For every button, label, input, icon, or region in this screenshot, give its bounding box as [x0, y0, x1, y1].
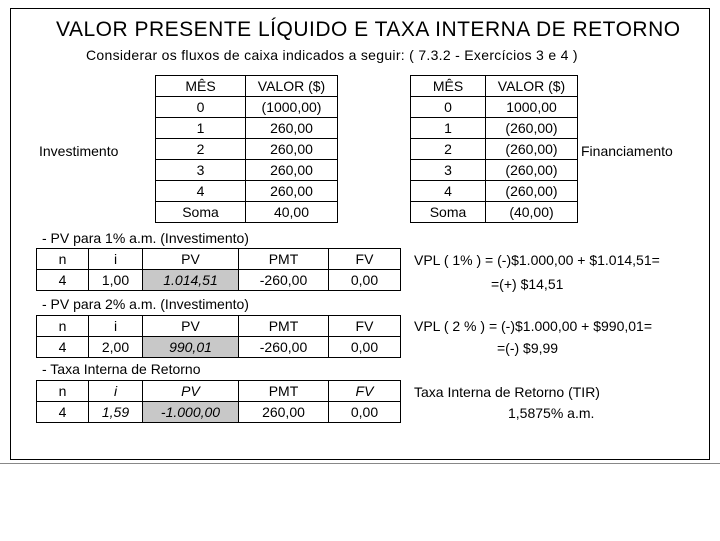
table-row — [411, 118, 578, 139]
table-row — [411, 202, 578, 223]
table-cell: 3 — [411, 160, 486, 181]
table-cell: 1 — [156, 118, 246, 139]
pv-result-cell: -1.000,00 — [143, 402, 239, 423]
table-cell: 0 — [411, 97, 486, 118]
table-row — [411, 139, 578, 160]
table-cell: 4 — [411, 181, 486, 202]
table-cell: (40,00) — [486, 202, 578, 223]
table-cell: 4 — [37, 270, 89, 291]
table-row — [37, 402, 401, 423]
footer-area — [0, 463, 720, 541]
table-row — [156, 160, 338, 181]
table-cell: (260,00) — [486, 181, 578, 202]
calc3-note: Taxa Interna de Retorno (TIR) — [414, 384, 600, 400]
table-row — [156, 181, 338, 202]
table-cell: -260,00 — [239, 337, 329, 358]
column-header: MÊS — [156, 76, 246, 97]
investment-cashflow-table — [155, 75, 338, 223]
table-cell: 260,00 — [246, 118, 338, 139]
table-cell: 0,00 — [329, 337, 401, 358]
table-cell: (260,00) — [486, 118, 578, 139]
column-header: FV — [329, 316, 401, 337]
table-cell: 4 — [156, 181, 246, 202]
table-row — [37, 270, 401, 291]
table-cell: 0,00 — [329, 270, 401, 291]
table-header-row — [37, 316, 401, 337]
column-header: n — [37, 316, 89, 337]
calc2-note: VPL ( 2 % ) = (-)$1.000,00 + $990,01= — [414, 318, 653, 334]
table-header-row — [411, 76, 578, 97]
table-row — [156, 97, 338, 118]
column-header: FV — [329, 381, 401, 402]
table-cell: 1000,00 — [486, 97, 578, 118]
table-cell: 1,00 — [89, 270, 143, 291]
pv-result-cell: 990,01 — [143, 337, 239, 358]
table-row — [156, 202, 338, 223]
calc1-table — [36, 248, 401, 291]
calc3-table — [36, 380, 401, 423]
table-cell: 260,00 — [246, 139, 338, 160]
table-cell: 260,00 — [246, 181, 338, 202]
table-header-row — [156, 76, 338, 97]
page-title: VALOR PRESENTE LÍQUIDO E TAXA INTERNA DE RETORNO — [56, 18, 681, 41]
column-header: PMT — [239, 316, 329, 337]
column-header: FV — [329, 249, 401, 270]
table-cell: (260,00) — [486, 160, 578, 181]
column-header: VALOR ($) — [486, 76, 578, 97]
table-row — [37, 337, 401, 358]
table-cell: Soma — [156, 202, 246, 223]
table-header-row — [37, 381, 401, 402]
calc3-heading: - Taxa Interna de Retorno — [42, 361, 201, 377]
table-row — [411, 97, 578, 118]
table-cell: 2 — [411, 139, 486, 160]
table-cell: 2 — [156, 139, 246, 160]
table-cell: (260,00) — [486, 139, 578, 160]
column-header: i — [89, 381, 143, 402]
table-cell: -260,00 — [239, 270, 329, 291]
column-header: MÊS — [411, 76, 486, 97]
calc1-result: =(+) $14,51 — [491, 276, 564, 292]
column-header: n — [37, 381, 89, 402]
calc1-note: VPL ( 1% ) = (-)$1.000,00 + $1.014,51= — [414, 252, 660, 268]
calc2-heading: - PV para 2% a.m. (Investimento) — [42, 296, 249, 312]
table-cell: 0 — [156, 97, 246, 118]
table-cell: (1000,00) — [246, 97, 338, 118]
table-row — [411, 160, 578, 181]
table-row — [411, 181, 578, 202]
table-row — [156, 118, 338, 139]
investment-label: Investimento — [39, 143, 119, 159]
column-header: i — [89, 316, 143, 337]
table-cell: Soma — [411, 202, 486, 223]
table-cell: 4 — [37, 402, 89, 423]
column-header: PMT — [239, 381, 329, 402]
calc2-result: =(-) $9,99 — [497, 340, 559, 356]
calc2-table — [36, 315, 401, 358]
table-header-row — [37, 249, 401, 270]
table-cell: 1 — [411, 118, 486, 139]
column-header: PV — [143, 316, 239, 337]
pv-result-cell: 1.014,51 — [143, 270, 239, 291]
table-cell: 3 — [156, 160, 246, 181]
financing-cashflow-table — [410, 75, 578, 223]
table-cell: 260,00 — [239, 402, 329, 423]
table-cell: 260,00 — [246, 160, 338, 181]
table-cell: 4 — [37, 337, 89, 358]
column-header: i — [89, 249, 143, 270]
calc3-result: 1,5875% a.m. — [508, 405, 595, 421]
column-header: VALOR ($) — [246, 76, 338, 97]
table-cell: 0,00 — [329, 402, 401, 423]
column-header: PMT — [239, 249, 329, 270]
table-cell: 40,00 — [246, 202, 338, 223]
table-cell: 2,00 — [89, 337, 143, 358]
column-header: PV — [143, 249, 239, 270]
calc1-heading: - PV para 1% a.m. (Investimento) — [42, 230, 249, 246]
table-row — [156, 139, 338, 160]
financing-label: Financiamento — [581, 143, 673, 159]
column-header: n — [37, 249, 89, 270]
column-header: PV — [143, 381, 239, 402]
irr-rate-cell: 1,59 — [89, 402, 143, 423]
page-subtitle: Considerar os fluxos de caixa indicados a seguir: ( 7.3.2 - Exercícios 3 e 4 ) — [86, 47, 578, 63]
